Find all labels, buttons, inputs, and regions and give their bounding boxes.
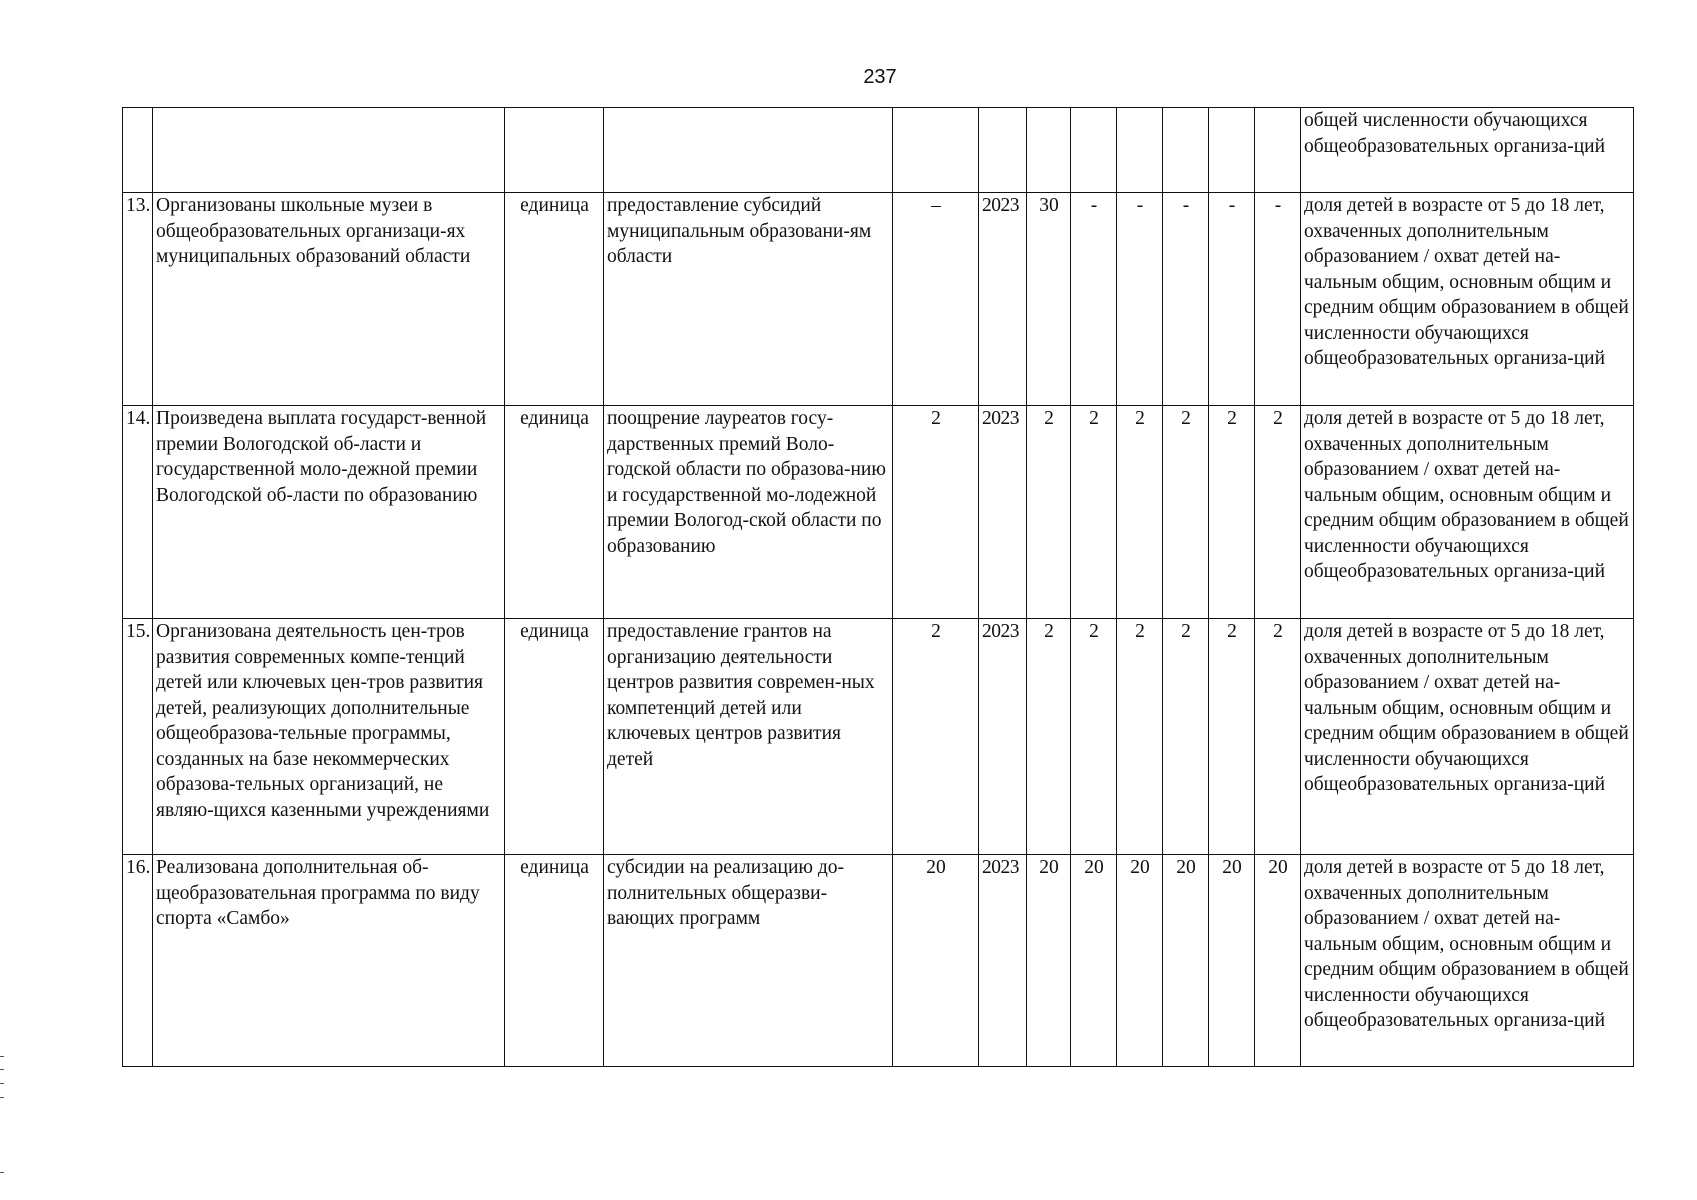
cell-indicator: доля детей в возрасте от 5 до 18 лет, охваченных дополнительным образованием / охват детей на-чальным общим, основным общим и средним общим образованием в общей численности обучающихся общеобразовательных организа-ций	[1301, 619, 1634, 855]
cell-value	[1071, 108, 1117, 193]
cell-value: -	[1163, 193, 1209, 406]
cell-value: 30	[1027, 193, 1071, 406]
cell-num: 14.	[123, 406, 153, 619]
cell-value: 2	[1117, 619, 1163, 855]
scan-edge-mark	[0, 1069, 4, 1070]
cell-name: Организованы школьные музеи в общеобразовательных организаци-ях муниципальных образований области	[153, 193, 505, 406]
cell-name: Реализована дополнительная об-щеобразовательная программа по виду спорта «Самбо»	[153, 855, 505, 1067]
cell-value: -	[1255, 193, 1301, 406]
cell-year	[979, 108, 1027, 193]
cell-value: 2	[1071, 406, 1117, 619]
cell-value: -	[1209, 193, 1255, 406]
scan-edge-mark	[0, 1056, 4, 1057]
cell-value	[1163, 108, 1209, 193]
cell-year: 2023	[979, 193, 1027, 406]
cell-year: 2023	[979, 855, 1027, 1067]
cell-mechanism: предоставление субсидий муниципальным образовани-ям области	[604, 193, 893, 406]
cell-unit: единица	[505, 406, 604, 619]
cell-num: 16.	[123, 855, 153, 1067]
cell-value: 20	[1071, 855, 1117, 1067]
cell-mechanism: поощрение лауреатов госу-дарственных премий Воло-годской области по образова-нию и государственной мо-лодежной премии Вологод-ской области по образованию	[604, 406, 893, 619]
cell-value: 2	[1071, 619, 1117, 855]
table-row	[123, 406, 1634, 619]
cell-unit: единица	[505, 619, 604, 855]
cell-value: 20	[1027, 855, 1071, 1067]
cell-value: 20	[1209, 855, 1255, 1067]
scan-edge-mark	[0, 1083, 4, 1084]
scan-edge-mark	[0, 1097, 4, 1098]
cell-value: 2	[1163, 619, 1209, 855]
table-row	[123, 193, 1634, 406]
cell-value: 20	[1255, 855, 1301, 1067]
cell-base: 2	[893, 406, 979, 619]
cell-name: Произведена выплата государст-венной премии Вологодской об-ласти и государственной моло-дежной премии Вологодской об-ласти по образованию	[153, 406, 505, 619]
cell-value: 2	[1255, 619, 1301, 855]
cell-indicator: общей численности обучающихся общеобразовательных организа-ций	[1301, 108, 1634, 193]
page-number: 237	[863, 66, 897, 88]
cell-num: 13.	[123, 193, 153, 406]
cell-mechanism	[604, 108, 893, 193]
cell-value	[1117, 108, 1163, 193]
cell-value: -	[1071, 193, 1117, 406]
cell-num: 15.	[123, 619, 153, 855]
scan-edge-mark	[0, 1172, 4, 1173]
table-row-continuation	[123, 108, 1634, 193]
measures-table	[122, 107, 1634, 1067]
cell-value: 2	[1117, 406, 1163, 619]
cell-base: –	[893, 193, 979, 406]
cell-value: 2	[1255, 406, 1301, 619]
cell-mechanism: предоставление грантов на организацию деятельности центров развития современ-ных компетенций детей или ключевых центров развития детей	[604, 619, 893, 855]
cell-value: 2	[1209, 619, 1255, 855]
cell-base	[893, 108, 979, 193]
cell-value: 2	[1027, 406, 1071, 619]
cell-indicator: доля детей в возрасте от 5 до 18 лет, охваченных дополнительным образованием / охват детей на-чальным общим, основным общим и средним общим образованием в общей численности обучающихся общеобразовательных организа-ций	[1301, 193, 1634, 406]
cell-value: 20	[1117, 855, 1163, 1067]
cell-indicator: доля детей в возрасте от 5 до 18 лет, охваченных дополнительным образованием / охват детей на-чальным общим, основным общим и средним общим образованием в общей численности обучающихся общеобразовательных организа-ций	[1301, 406, 1634, 619]
cell-unit	[505, 108, 604, 193]
cell-indicator: доля детей в возрасте от 5 до 18 лет, охваченных дополнительным образованием / охват детей на-чальным общим, основным общим и средним общим образованием в общей численности обучающихся общеобразовательных организа-ций	[1301, 855, 1634, 1067]
cell-num	[123, 108, 153, 193]
cell-name	[153, 108, 505, 193]
cell-unit: единица	[505, 193, 604, 406]
table-row	[123, 619, 1634, 855]
cell-base: 20	[893, 855, 979, 1067]
cell-value: -	[1117, 193, 1163, 406]
cell-mechanism: субсидии на реализацию до-полнительных общеразви-вающих программ	[604, 855, 893, 1067]
table-row	[123, 855, 1634, 1067]
cell-value	[1209, 108, 1255, 193]
cell-base: 2	[893, 619, 979, 855]
cell-value: 2	[1163, 406, 1209, 619]
cell-name: Организована деятельность цен-тров развития современных компе-тенций детей или ключевых цен-тров развития детей, реализующих дополнительные общеобразова-тельные программы, созданных на базе некоммерческих образова-тельных организаций, не являю-щихся казенными учреждениями	[153, 619, 505, 855]
cell-value	[1255, 108, 1301, 193]
cell-value	[1027, 108, 1071, 193]
cell-year: 2023	[979, 406, 1027, 619]
cell-value: 2	[1027, 619, 1071, 855]
cell-value: 2	[1209, 406, 1255, 619]
cell-value: 20	[1163, 855, 1209, 1067]
cell-unit: единица	[505, 855, 604, 1067]
cell-year: 2023	[979, 619, 1027, 855]
